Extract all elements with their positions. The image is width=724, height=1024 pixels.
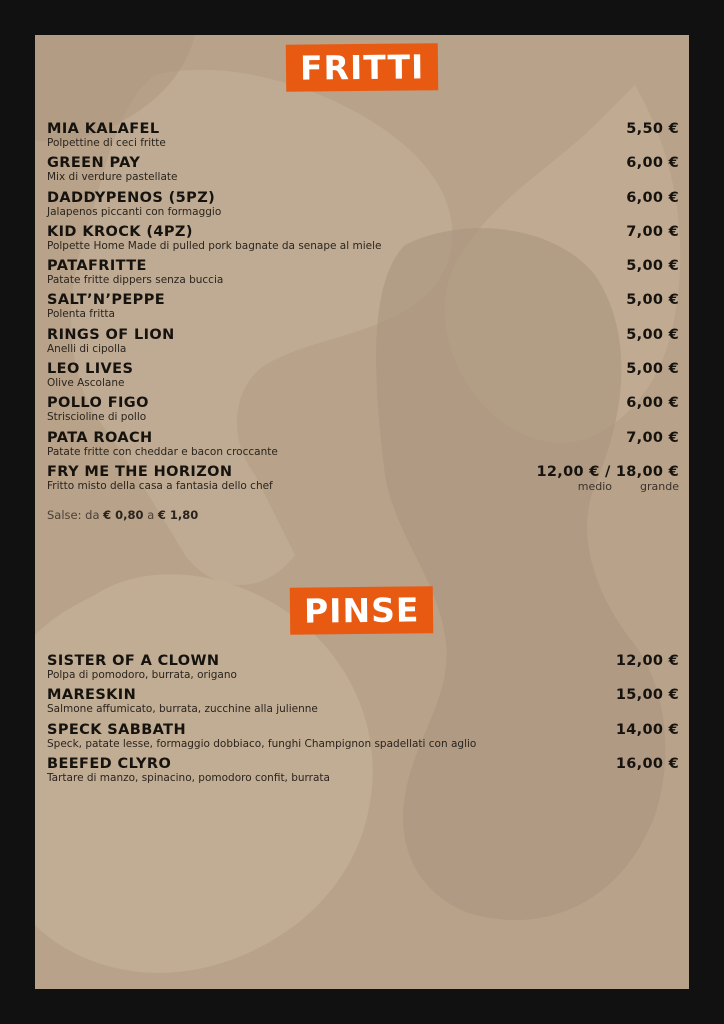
item-description: Tartare di manzo, spinacino, pomodoro confit, burrata [47, 771, 330, 784]
item-name: LEO LIVES [47, 361, 134, 378]
sauces-price-from: € 0,80 [103, 508, 144, 522]
item-price: 7,00 € [626, 223, 679, 240]
fritti-header [35, 44, 689, 91]
item-name: MIA KALAFEL [47, 121, 160, 137]
item-price: 14,00 € [615, 721, 679, 738]
size-labels [578, 480, 679, 493]
size-medio-label: medio [577, 479, 613, 493]
sauces-separator: a [147, 508, 155, 522]
item-price: 6,00 € [626, 189, 679, 206]
fritti-list [47, 120, 679, 497]
menu-item [47, 154, 679, 188]
item-price: 5,00 € [626, 292, 679, 309]
item-description: Polpa di pomodoro, burrata, origano [47, 669, 237, 681]
fritti-title: FRITTI [286, 43, 439, 92]
item-price: 15,00 € [615, 687, 679, 704]
item-price: 16,00 € [615, 755, 679, 772]
menu-item [47, 189, 679, 223]
sauces-label: Salse: da [47, 508, 100, 522]
item-name: FRY ME THE HORIZON [47, 463, 233, 480]
menu-item [47, 394, 679, 428]
item-name: BEEFED CLYRO [47, 755, 172, 772]
menu-page [35, 35, 689, 989]
menu-item [47, 223, 679, 257]
item-description: Polpettine di ceci fritte [47, 137, 166, 149]
item-description: Polpette Home Made di pulled pork bagnate da senape al miele [47, 239, 382, 252]
menu-item [47, 463, 679, 497]
item-price: 5,00 € [626, 326, 679, 343]
sauces-note [47, 508, 198, 522]
item-price: 5,50 € [626, 121, 679, 137]
menu-item [47, 257, 679, 291]
menu-item [47, 120, 679, 154]
item-description: Patate fritte dippers senza buccia [47, 274, 224, 287]
item-name: SALT’N’PEPPE [47, 292, 166, 309]
item-name: MARESKIN [47, 687, 137, 704]
item-description: Fritto misto della casa a fantasia dello chef [47, 479, 273, 492]
item-description: Salmone affumicato, burrata, zucchine alla julienne [47, 703, 318, 716]
item-description: Striscioline di pollo [47, 411, 147, 424]
item-price: 6,00 € [626, 395, 679, 412]
item-name: KID KROCK (4PZ) [47, 223, 193, 240]
sauces-price-to: € 1,80 [157, 508, 199, 522]
item-price: 7,00 € [626, 429, 679, 446]
item-name: SPECK SABBATH [47, 721, 186, 738]
item-price: 6,00 € [626, 155, 679, 172]
item-name: SISTER OF A CLOWN [47, 653, 220, 669]
menu-item [47, 721, 679, 755]
item-price: 5,00 € [626, 361, 679, 378]
size-grande-label: grande [640, 479, 679, 493]
item-name: POLLO FIGO [47, 395, 149, 412]
item-price: 12,00 € / 18,00 € [536, 463, 679, 480]
item-description: Mix di verdure pastellate [47, 171, 178, 184]
menu-item [47, 652, 679, 686]
menu-item [47, 360, 679, 394]
pinse-list [47, 652, 679, 789]
item-description: Speck, patate lesse, formaggio dobbiaco, funghi Champignon spadellati con aglio [47, 737, 477, 750]
item-name: PATAFRITTE [47, 258, 147, 275]
item-name: PATA ROACH [47, 429, 153, 446]
pinse-title: PINSE [290, 586, 434, 634]
item-description: Patate fritte con cheddar e bacon croccante [47, 445, 278, 458]
item-description: Jalapenos piccanti con formaggio [47, 205, 222, 218]
item-name: GREEN PAY [47, 155, 141, 172]
item-name: DADDYPENOS (5PZ) [47, 189, 216, 206]
item-name: RINGS OF LION [47, 326, 175, 343]
item-description: Olive Ascolane [47, 377, 125, 390]
item-description: Anelli di cipolla [47, 342, 127, 355]
menu-item [47, 755, 679, 789]
menu-item [47, 326, 679, 360]
item-price: 12,00 € [615, 653, 679, 669]
item-description: Polenta fritta [47, 308, 115, 321]
pinse-header [35, 587, 689, 634]
menu-item [47, 291, 679, 325]
item-price: 5,00 € [626, 258, 679, 275]
menu-item [47, 429, 679, 463]
menu-item [47, 686, 679, 720]
